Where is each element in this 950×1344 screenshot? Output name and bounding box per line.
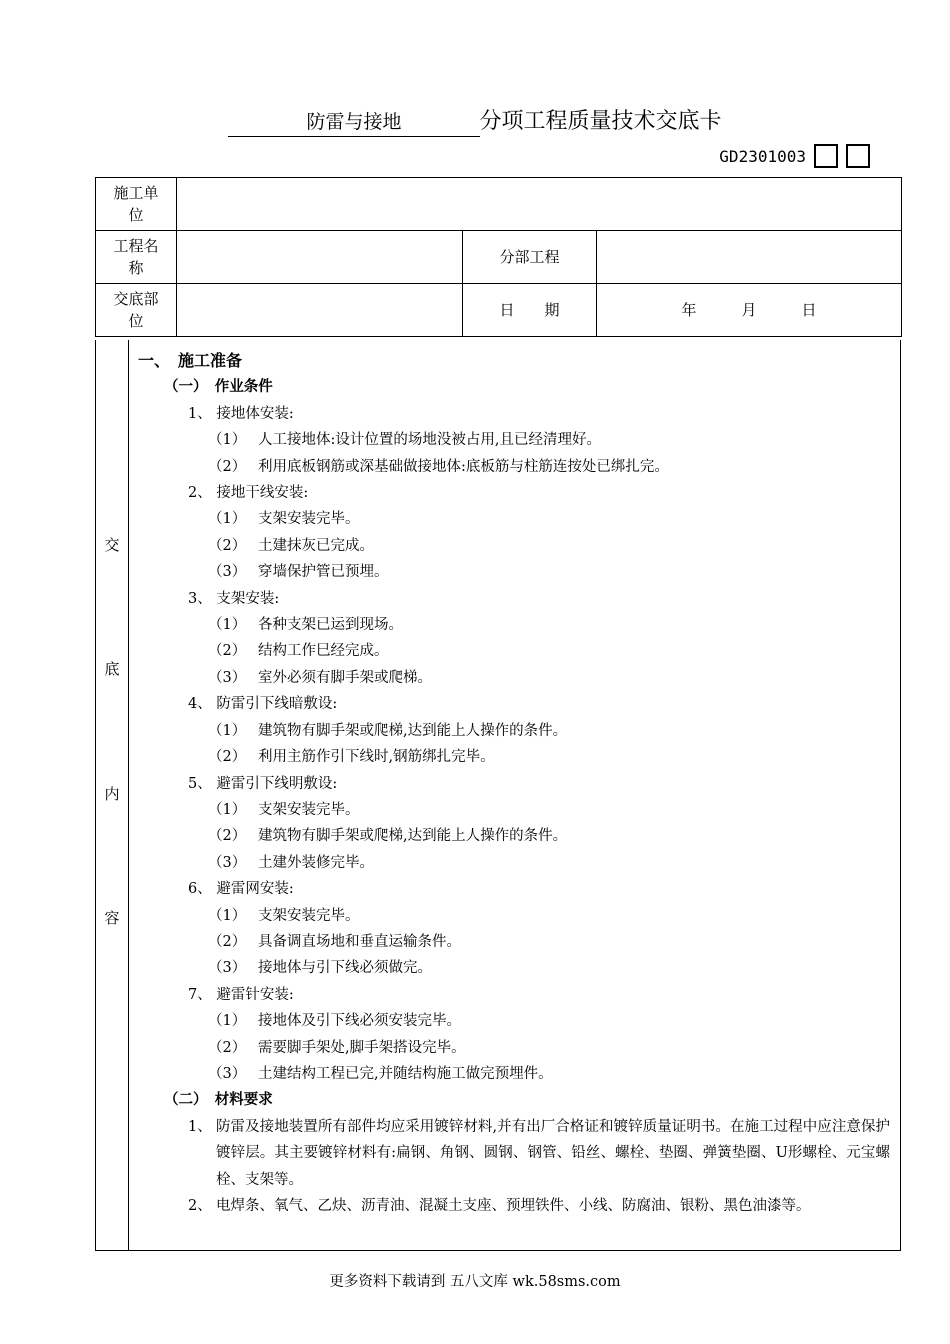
subitem-text: 利用主筋作引下线时,钢筋绑扎完毕。 [258,749,495,766]
subitem-number: （3） [208,960,247,977]
condition-subitem [138,850,890,876]
unit-label: 施工单位 [96,178,177,231]
condition-subitem [138,955,890,981]
date-label: 日 期 [463,284,597,337]
condition-subitem [138,929,890,955]
subitem-number: （3） [208,564,247,581]
side-label-column [96,340,129,1250]
subitem-number: （1） [208,432,247,449]
subitem-text: 室外必须有脚手架或爬梯。 [258,669,432,686]
condition-subitem [138,903,890,929]
condition-subitem [138,533,890,559]
subitem-text: 接地体及引下线必须安装完毕。 [258,1013,461,1030]
subitem-number: （2） [208,458,247,475]
unit-value[interactable] [177,178,902,231]
subitem-text: 需要脚手架处,脚手架搭设完毕。 [258,1039,466,1056]
project-label: 工程名称 [96,231,177,284]
condition-subitem [138,744,890,770]
footer-note: 更多资料下载请到 五八文库 wk.58sms.com [329,1274,621,1290]
subitem-text: 各种支架已运到现场。 [258,617,403,634]
subitem-text: 支架安装完毕。 [258,801,360,818]
condition-subitem [138,718,890,744]
material-number: 2、 [188,1198,212,1214]
subitem-text: 支架安装完毕。 [258,511,360,528]
condition-subitem [138,638,890,664]
row-unit [96,178,902,231]
title-main: 分项工程质量技术交底卡 [479,109,722,134]
condition-item: 4、 防雷引下线暗敷设: [188,696,338,713]
subitem-number: （2） [208,749,247,766]
condition-item: 7、 避雷针安装: [188,986,294,1003]
subitem-number: （2） [208,537,247,554]
title-subject: 防雷与接地 [228,107,479,137]
condition-subitem [138,797,890,823]
side-label: 容 [104,909,120,927]
subitem-number: （1） [208,722,247,739]
subitem-number: （1） [208,511,247,528]
subitem-number: （2） [208,1039,247,1056]
condition-subitem [138,559,890,585]
condition-item: 2、 接地干线安装: [188,485,309,502]
condition-subitem [138,823,890,849]
subitem-text: 土建抹灰已完成。 [258,537,374,554]
checkbox-1[interactable] [814,144,838,168]
subitem-number: （1） [208,1013,247,1030]
material-number: 1、 [188,1118,212,1135]
subitem-text: 人工接地体:设计位置的场地没被占用,且已经清理好。 [258,432,601,449]
position-label: 交底部位 [96,284,177,337]
material-text: 防雷及接地装置所有部件均应采用镀锌材料,并有出厂合格证和镀锌质量证明书。在施工过程中应注意保护镀锌层。其主要镀锌材料有:扁钢、角钢、圆钢、钢管、铅丝、螺栓、垫圈、弹簧垫圈、U形螺栓、元宝螺栓、支架等。 [216,1118,890,1188]
condition-subitem [138,1061,890,1087]
content-text [138,348,890,1219]
subsection-heading: （二） 材料要求 [164,1092,273,1109]
subitem-number: （3） [208,669,247,686]
material-item [138,1193,890,1219]
material-list [138,1114,890,1220]
condition-subitem [138,1008,890,1034]
code-text: GD2301003 [719,146,806,166]
subitem-number: （2） [208,643,247,660]
document-title [0,104,950,137]
row-project [96,231,902,284]
subitem-number: （2） [208,933,247,950]
condition-subitem [138,612,890,638]
subitem-number: （1） [208,617,247,634]
side-label: 交 [104,536,120,554]
condition-item: 3、 支架安装: [188,590,280,607]
header-table [95,177,902,337]
condition-subitem [138,506,890,532]
condition-subitem [138,454,890,480]
subitem-number: （3） [208,1065,247,1082]
subitem-text: 结构工作巳经完成。 [258,643,389,660]
subitem-text: 支架安装完毕。 [258,907,360,924]
condition-item: 5、 避雷引下线明敷设: [188,775,338,792]
subitem-text: 土建结构工程已完,并随结构施工做完预埋件。 [258,1065,553,1082]
side-label: 内 [104,785,120,803]
sub-project-value[interactable] [597,231,902,284]
position-value[interactable] [177,284,463,337]
subsection-heading: （一） 作业条件 [164,379,273,396]
section-heading: 一、 施工准备 [138,351,243,370]
content-box [95,340,901,1251]
subitem-text: 土建外装修完毕。 [258,854,374,871]
subitem-number: （1） [208,801,247,818]
project-value[interactable] [177,231,463,284]
subitem-text: 建筑物有脚手架或爬梯,达到能上人操作的条件。 [258,722,568,739]
material-item [138,1114,890,1193]
subitem-text: 具备调直场地和垂直运输条件。 [258,933,461,950]
date-value[interactable]: 年 月 日 [597,284,902,337]
subitem-number: （2） [208,828,247,845]
condition-subitem [138,665,890,691]
material-text: 电焊条、氧气、乙炔、沥青油、混凝土支座、预埋铁件、小线、防腐油、银粉、黑色油漆等。 [216,1198,811,1214]
checkbox-2[interactable] [846,144,870,168]
condition-subitem [138,427,890,453]
condition-item: 1、 接地体安装: [188,405,294,422]
subitem-text: 穿墙保护管已预埋。 [258,564,389,581]
condition-item: 6、 避雷网安装: [188,881,294,898]
sub-project-label: 分部工程 [463,231,597,284]
subitem-text: 接地体与引下线必须做完。 [258,960,432,977]
document-code [719,144,870,168]
side-label: 底 [104,660,120,678]
subitem-text: 建筑物有脚手架或爬梯,达到能上人操作的条件。 [258,828,568,845]
condition-subitem [138,1035,890,1061]
subitem-number: （3） [208,854,247,871]
row-position [96,284,902,337]
subitem-text: 利用底板钢筋或深基础做接地体:底板筋与柱筋连按处已绑扎完。 [258,458,669,475]
subitem-number: （1） [208,907,247,924]
condition-list [138,401,890,1088]
